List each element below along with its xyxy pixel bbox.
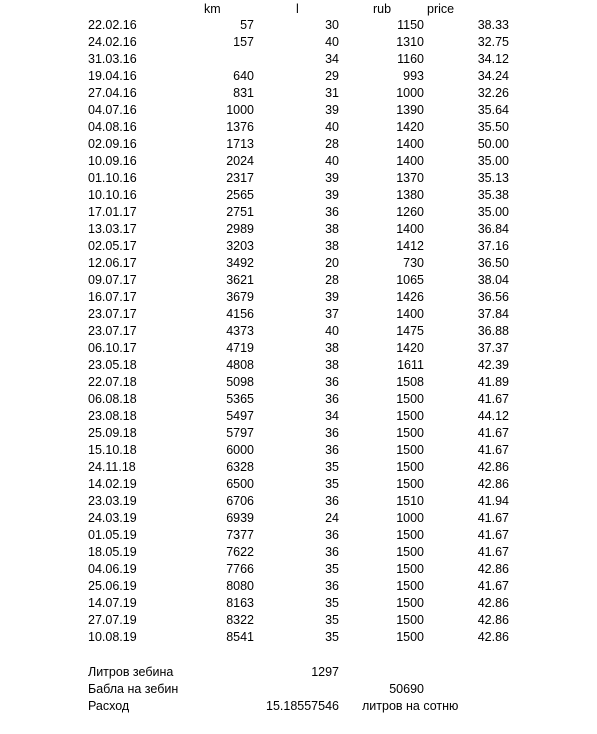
cell-price: 44.12 — [477, 409, 509, 423]
cell-liters: 35 — [325, 613, 339, 627]
cell-price: 50.00 — [477, 137, 509, 151]
cell-date: 06.08.18 — [88, 392, 137, 406]
cell-date: 16.07.17 — [88, 290, 137, 304]
cell-liters: 36 — [325, 545, 339, 559]
cell-date: 27.07.19 — [88, 613, 137, 627]
cell-price: 42.39 — [477, 358, 509, 372]
cell-liters: 34 — [325, 409, 339, 423]
cell-date: 27.04.16 — [88, 86, 137, 100]
cell-date: 25.09.18 — [88, 426, 137, 440]
cell-liters: 40 — [325, 324, 339, 338]
cell-rub: 1500 — [396, 409, 424, 423]
usage-value: 15.18557546 — [266, 699, 339, 713]
cell-date: 15.10.18 — [88, 443, 137, 457]
cell-liters: 36 — [325, 375, 339, 389]
table-row — [0, 510, 597, 527]
cell-price: 41.67 — [477, 443, 509, 457]
cell-date: 01.10.16 — [88, 171, 137, 185]
cell-rub: 1390 — [396, 103, 424, 117]
cell-km: 5098 — [226, 375, 254, 389]
table-row — [0, 442, 597, 459]
table-row — [0, 34, 597, 51]
table-row — [0, 476, 597, 493]
cell-date: 12.06.17 — [88, 256, 137, 270]
cell-rub: 1426 — [396, 290, 424, 304]
cell-rub: 1420 — [396, 120, 424, 134]
cell-km: 8080 — [226, 579, 254, 593]
cell-price: 34.12 — [477, 52, 509, 66]
cell-date: 06.10.17 — [88, 341, 137, 355]
cell-rub: 1160 — [397, 52, 424, 66]
table-row — [0, 493, 597, 510]
cell-rub: 1260 — [396, 205, 424, 219]
cell-rub: 1500 — [396, 477, 424, 491]
cell-rub: 730 — [403, 256, 424, 270]
cell-rub: 1500 — [396, 545, 424, 559]
cell-date: 14.07.19 — [88, 596, 137, 610]
cell-price: 41.67 — [477, 528, 509, 542]
cell-price: 37.37 — [477, 341, 509, 355]
cell-rub: 1380 — [396, 188, 424, 202]
cell-rub: 1420 — [396, 341, 424, 355]
cell-date: 10.08.19 — [88, 630, 137, 644]
table-row — [0, 323, 597, 340]
cell-km: 831 — [233, 86, 254, 100]
cell-price: 42.86 — [477, 613, 509, 627]
cell-rub: 1500 — [396, 392, 424, 406]
cell-liters: 29 — [325, 69, 339, 83]
cell-price: 32.75 — [477, 35, 509, 49]
cell-km: 4808 — [226, 358, 254, 372]
cell-price: 38.33 — [477, 18, 509, 32]
liters-total-value: 1297 — [311, 665, 339, 679]
cell-liters: 40 — [325, 35, 339, 49]
cell-km: 4373 — [226, 324, 254, 338]
cell-price: 35.13 — [477, 171, 509, 185]
table-row — [0, 102, 597, 119]
cell-km: 5797 — [226, 426, 254, 440]
cell-km: 8163 — [226, 596, 254, 610]
money-total-value: 50690 — [389, 682, 424, 696]
cell-rub: 1500 — [396, 443, 424, 457]
cell-rub: 1150 — [397, 18, 424, 32]
cell-liters: 40 — [325, 120, 339, 134]
cell-liters: 38 — [325, 239, 339, 253]
cell-km: 6000 — [226, 443, 254, 457]
cell-liters: 35 — [325, 596, 339, 610]
table-row — [0, 612, 597, 629]
cell-km: 3621 — [226, 273, 254, 287]
cell-km: 2024 — [226, 154, 254, 168]
cell-rub: 993 — [403, 69, 424, 83]
cell-km: 3203 — [226, 239, 254, 253]
cell-rub: 1400 — [396, 154, 424, 168]
cell-price: 36.56 — [477, 290, 509, 304]
cell-liters: 37 — [325, 307, 339, 321]
cell-rub: 1510 — [396, 494, 424, 508]
cell-date: 17.01.17 — [88, 205, 137, 219]
table-row — [0, 170, 597, 187]
cell-km: 640 — [233, 69, 254, 83]
cell-date: 14.02.19 — [88, 477, 137, 491]
cell-date: 04.07.16 — [88, 103, 137, 117]
cell-km: 7766 — [226, 562, 254, 576]
liters-total-label: Литров зебина — [88, 665, 174, 679]
cell-price: 36.84 — [477, 222, 509, 236]
cell-date: 09.07.17 — [88, 273, 137, 287]
cell-date: 02.05.17 — [88, 239, 137, 253]
cell-price: 37.16 — [477, 239, 509, 253]
cell-date: 02.09.16 — [88, 137, 137, 151]
cell-rub: 1500 — [396, 528, 424, 542]
cell-price: 34.24 — [477, 69, 509, 83]
cell-date: 18.05.19 — [88, 545, 137, 559]
cell-price: 41.67 — [477, 392, 509, 406]
cell-liters: 38 — [325, 222, 339, 236]
cell-liters: 35 — [325, 630, 339, 644]
cell-km: 2565 — [226, 188, 254, 202]
cell-liters: 36 — [325, 426, 339, 440]
cell-liters: 38 — [325, 358, 339, 372]
cell-liters: 39 — [325, 171, 339, 185]
table-row — [0, 595, 597, 612]
cell-rub: 1611 — [397, 358, 424, 372]
table-row — [0, 425, 597, 442]
cell-rub: 1400 — [396, 222, 424, 236]
cell-km: 2751 — [226, 205, 254, 219]
cell-liters: 20 — [325, 256, 339, 270]
cell-price: 35.38 — [477, 188, 509, 202]
cell-rub: 1400 — [396, 307, 424, 321]
cell-date: 10.09.16 — [88, 154, 137, 168]
table-row — [0, 391, 597, 408]
table-row — [0, 544, 597, 561]
cell-km: 157 — [233, 35, 254, 49]
cell-liters: 36 — [325, 205, 339, 219]
table-row — [0, 340, 597, 357]
table-row — [0, 527, 597, 544]
cell-km: 2989 — [226, 222, 254, 236]
cell-date: 04.08.16 — [88, 120, 137, 134]
cell-km: 5497 — [226, 409, 254, 423]
cell-price: 41.67 — [477, 511, 509, 525]
cell-km: 4156 — [226, 307, 254, 321]
table-row — [0, 51, 597, 68]
table-row — [0, 187, 597, 204]
cell-km: 8322 — [226, 613, 254, 627]
table-row — [0, 153, 597, 170]
cell-price: 36.88 — [477, 324, 509, 338]
table-row — [0, 357, 597, 374]
cell-date: 24.02.16 — [88, 35, 137, 49]
cell-price: 42.86 — [477, 562, 509, 576]
cell-km: 6328 — [226, 460, 254, 474]
cell-km: 7622 — [226, 545, 254, 559]
cell-date: 23.07.17 — [88, 307, 137, 321]
cell-km: 3492 — [226, 256, 254, 270]
header-km: km — [204, 2, 221, 16]
table-row — [0, 459, 597, 476]
table-row — [0, 119, 597, 136]
cell-date: 10.10.16 — [88, 188, 137, 202]
cell-liters: 30 — [325, 18, 339, 32]
table-row — [0, 561, 597, 578]
cell-liters: 35 — [325, 477, 339, 491]
cell-liters: 36 — [325, 528, 339, 542]
cell-rub: 1400 — [396, 137, 424, 151]
cell-date: 22.07.18 — [88, 375, 137, 389]
cell-km: 4719 — [226, 341, 254, 355]
cell-rub: 1500 — [396, 596, 424, 610]
cell-km: 7377 — [226, 528, 254, 542]
cell-liters: 38 — [325, 341, 339, 355]
cell-km: 5365 — [226, 392, 254, 406]
cell-km: 6500 — [226, 477, 254, 491]
table-row — [0, 68, 597, 85]
cell-liters: 36 — [325, 494, 339, 508]
cell-rub: 1500 — [396, 460, 424, 474]
cell-price: 35.64 — [477, 103, 509, 117]
cell-date: 24.11.18 — [88, 460, 136, 474]
cell-rub: 1500 — [396, 613, 424, 627]
table-row — [0, 136, 597, 153]
cell-rub: 1000 — [396, 86, 424, 100]
cell-rub: 1065 — [396, 273, 424, 287]
cell-km: 6939 — [226, 511, 254, 525]
table-row — [0, 204, 597, 221]
cell-price: 42.86 — [477, 630, 509, 644]
cell-km: 3679 — [226, 290, 254, 304]
cell-rub: 1500 — [396, 426, 424, 440]
table-row — [0, 306, 597, 323]
cell-date: 23.08.18 — [88, 409, 137, 423]
cell-date: 13.03.17 — [88, 222, 137, 236]
cell-liters: 31 — [325, 86, 339, 100]
cell-liters: 35 — [325, 562, 339, 576]
table-row — [0, 408, 597, 425]
cell-liters: 39 — [325, 290, 339, 304]
cell-price: 42.86 — [477, 477, 509, 491]
cell-rub: 1500 — [396, 579, 424, 593]
cell-rub: 1508 — [396, 375, 424, 389]
cell-km: 1376 — [226, 120, 254, 134]
cell-price: 42.86 — [477, 596, 509, 610]
cell-date: 23.05.18 — [88, 358, 137, 372]
table-row — [0, 85, 597, 102]
cell-rub: 1310 — [396, 35, 424, 49]
money-total-label: Бабла на зебин — [88, 682, 179, 696]
cell-date: 31.03.16 — [88, 52, 137, 66]
table-row — [0, 374, 597, 391]
cell-price: 32.26 — [477, 86, 509, 100]
cell-liters: 39 — [325, 103, 339, 117]
cell-km: 1713 — [226, 137, 254, 151]
cell-rub: 1412 — [396, 239, 424, 253]
table-row — [0, 272, 597, 289]
cell-price: 35.50 — [477, 120, 509, 134]
cell-date: 25.06.19 — [88, 579, 137, 593]
cell-liters: 40 — [325, 154, 339, 168]
cell-date: 22.02.16 — [88, 18, 137, 32]
cell-liters: 28 — [325, 137, 339, 151]
cell-liters: 24 — [325, 511, 339, 525]
cell-rub: 1500 — [396, 562, 424, 576]
table-row — [0, 255, 597, 272]
cell-liters: 36 — [325, 443, 339, 457]
cell-km: 2317 — [226, 171, 254, 185]
cell-liters: 39 — [325, 188, 339, 202]
cell-price: 35.00 — [477, 205, 509, 219]
cell-price: 41.67 — [477, 426, 509, 440]
cell-price: 41.67 — [477, 579, 509, 593]
cell-rub: 1500 — [396, 630, 424, 644]
cell-rub: 1475 — [396, 324, 424, 338]
cell-km: 57 — [240, 18, 254, 32]
cell-price: 41.67 — [477, 545, 509, 559]
usage-unit: литров на сотню — [362, 699, 459, 713]
cell-date: 01.05.19 — [88, 528, 137, 542]
cell-liters: 34 — [325, 52, 339, 66]
table-row — [0, 629, 597, 646]
cell-date: 23.07.17 — [88, 324, 137, 338]
cell-price: 36.50 — [477, 256, 509, 270]
header-liters: l — [296, 2, 299, 16]
cell-price: 37.84 — [477, 307, 509, 321]
cell-rub: 1000 — [396, 511, 424, 525]
cell-price: 41.89 — [477, 375, 509, 389]
table-row — [0, 238, 597, 255]
cell-liters: 36 — [325, 579, 339, 593]
header-rub: rub — [373, 2, 392, 16]
cell-date: 23.03.19 — [88, 494, 137, 508]
cell-price: 35.00 — [477, 154, 509, 168]
cell-liters: 35 — [325, 460, 339, 474]
table-row — [0, 578, 597, 595]
table-row — [0, 17, 597, 34]
usage-label: Расход — [88, 699, 130, 713]
cell-price: 41.94 — [477, 494, 509, 508]
table-row — [0, 289, 597, 306]
cell-rub: 1370 — [396, 171, 424, 185]
cell-price: 38.04 — [477, 273, 509, 287]
cell-price: 42.86 — [477, 460, 509, 474]
cell-liters: 36 — [325, 392, 339, 406]
cell-km: 6706 — [226, 494, 254, 508]
cell-date: 04.06.19 — [88, 562, 137, 576]
cell-date: 19.04.16 — [88, 69, 137, 83]
cell-km: 1000 — [226, 103, 254, 117]
header-price: price — [427, 2, 455, 16]
table-row — [0, 221, 597, 238]
cell-liters: 28 — [325, 273, 339, 287]
cell-date: 24.03.19 — [88, 511, 137, 525]
cell-km: 8541 — [226, 630, 254, 644]
